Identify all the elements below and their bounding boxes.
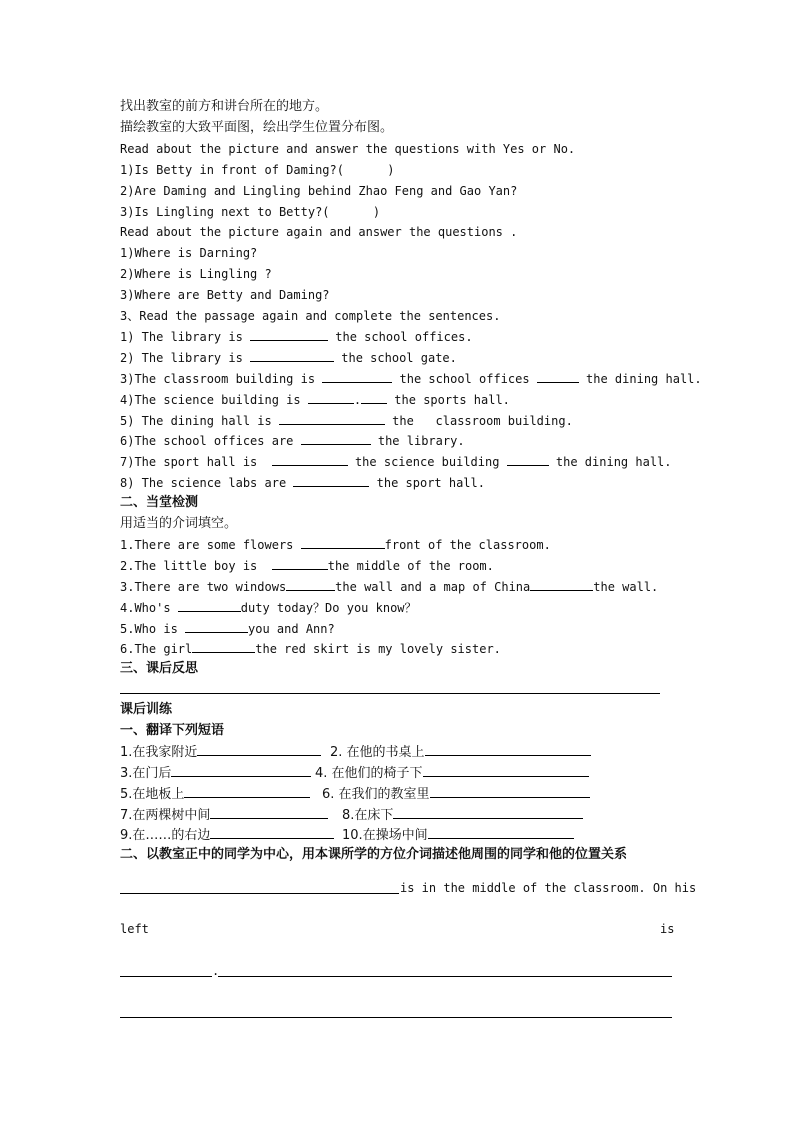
homework-part-2-heading: 二、以教室正中的同学为中心，用本课所学的方位介词描述他周围的同学和他的位置关系 [120, 847, 628, 862]
phrase-row-3-right: 6. 在我们的教室里 [322, 785, 590, 801]
complete-sentence-4: 4)The science building is . the sports hall. [120, 393, 510, 407]
complete-sentence-7: 7)The sport hall is the science building the dining hall. [120, 455, 672, 469]
blank[interactable] [537, 370, 579, 383]
preposition-question-3: 3.There are two windows the wall and a map of China the wall. [120, 580, 659, 594]
section-3-heading: 三、课后反思 [120, 661, 199, 676]
blank[interactable] [361, 391, 387, 404]
complete-sentence-6: 6)The school offices are the library. [120, 434, 465, 448]
answer-question-2: 2)Where is Lingling ? [120, 267, 272, 281]
phrase-row-3: 5.在地板上 [120, 785, 310, 801]
writing-left-word: left [120, 922, 149, 936]
complete-sentence-8: 8) The science labs are the sport hall. [120, 476, 485, 490]
section-2-heading: 二、当堂检测 [120, 495, 199, 510]
blank[interactable] [210, 826, 334, 839]
reflection-line[interactable] [120, 693, 660, 694]
section-2-instruction: 用适当的介词填空。 [120, 516, 238, 531]
writing-blank[interactable] [120, 976, 212, 977]
blank[interactable] [425, 743, 591, 756]
complete-sentence-1: 1) The library is the school offices. [120, 330, 473, 344]
phrase-row-2: 3.在门后 [120, 764, 311, 780]
yesno-instruction: Read about the picture and answer the questions with Yes or No. [120, 142, 576, 156]
blank[interactable] [210, 806, 328, 819]
homework-part-1-heading: 一、翻译下列短语 [120, 723, 225, 738]
blank[interactable] [423, 764, 589, 777]
blank[interactable] [430, 785, 590, 798]
phrase-row-5: 9.在……的右边 [120, 826, 334, 842]
writing-sentence-start: is in the middle of the classroom. On his [400, 881, 697, 895]
complete-sentence-2: 2) The library is the school gate. [120, 351, 457, 365]
blank[interactable] [192, 640, 255, 653]
phrase-row-1-right: 2. 在他的书桌上 [330, 743, 591, 759]
writing-is-word: is [660, 922, 675, 936]
preposition-question-4: 4.Who's duty today？Do you know？ [120, 601, 417, 615]
blank[interactable] [428, 826, 574, 839]
phrase-row-4-right: 8.在床下 [342, 806, 583, 822]
blank[interactable] [171, 764, 311, 777]
yesno-question-2: 2)Are Daming and Lingling behind Zhao Feng and Gao Yan? [120, 184, 518, 198]
intro-line-1: 找出教室的前方和讲台所在的地方。 [120, 99, 329, 114]
phrase-row-5-right: 10.在操场中间 [342, 826, 574, 842]
homework-title: 课后训练 [120, 702, 173, 717]
blank[interactable] [322, 370, 392, 383]
blank[interactable] [185, 620, 248, 633]
blank[interactable] [178, 599, 241, 612]
writing-blank[interactable] [120, 893, 399, 894]
blank[interactable] [272, 557, 328, 570]
answer-instruction: Read about the picture again and answer the questions . [120, 225, 518, 239]
answer-question-1: 1)Where is Darning? [120, 246, 258, 260]
blank[interactable] [301, 432, 371, 445]
blank[interactable] [286, 578, 335, 591]
answer-question-3: 3)Where are Betty and Daming? [120, 288, 330, 302]
blank[interactable] [272, 453, 348, 466]
blank[interactable] [293, 474, 369, 487]
preposition-question-1: 1.There are some flowers front of the classroom. [120, 538, 551, 552]
preposition-question-6: 6.The girl the red skirt is my lovely sister. [120, 642, 501, 656]
phrase-row-4: 7.在两棵树中间 [120, 806, 328, 822]
complete-sentence-3: 3)The classroom building is the school offices the dining hall. [120, 372, 702, 386]
writing-blank[interactable] [218, 976, 672, 977]
blank[interactable] [393, 806, 583, 819]
writing-dot: . [212, 964, 220, 978]
yesno-question-3: 3)Is Lingling next to Betty?( ) [120, 205, 381, 219]
phrase-row-1: 1.在我家附近 [120, 743, 321, 759]
blank[interactable] [250, 349, 334, 362]
preposition-question-2: 2.The little boy is the middle of the room. [120, 559, 494, 573]
blank[interactable] [279, 412, 385, 425]
writing-blank[interactable] [120, 1017, 672, 1018]
blank[interactable] [250, 328, 328, 341]
blank[interactable] [197, 743, 321, 756]
blank[interactable] [507, 453, 549, 466]
complete-sentence-5: 5) The dining hall is the classroom building. [120, 414, 573, 428]
blank[interactable] [301, 536, 385, 549]
blank[interactable] [308, 391, 354, 404]
blank[interactable] [184, 785, 310, 798]
preposition-question-5: 5.Who is you and Ann? [120, 622, 335, 636]
phrase-row-2-right: 4. 在他们的椅子下 [315, 764, 589, 780]
complete-instruction: 3、Read the passage again and complete the sentences. [120, 309, 501, 323]
intro-line-2: 描绘教室的大致平面图，绘出学生位置分布图。 [120, 120, 394, 135]
yesno-question-1: 1)Is Betty in front of Daming?( ) [120, 163, 395, 177]
blank[interactable] [530, 578, 593, 591]
